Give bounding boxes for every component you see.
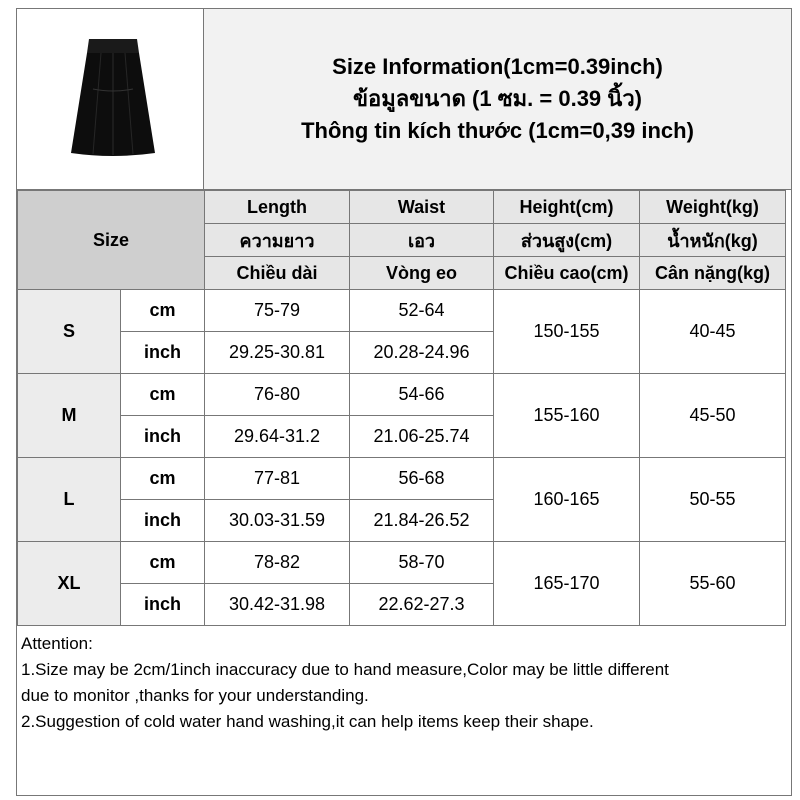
- unit-inch: inch: [121, 332, 205, 374]
- length-cm: 78-82: [205, 542, 350, 584]
- note-1-line-2: due to monitor ,thanks for your understanding.: [21, 686, 369, 705]
- length-cm: 75-79: [205, 290, 350, 332]
- col-height-vi: Chiều cao(cm): [494, 257, 640, 290]
- title-block: [204, 9, 791, 190]
- note-2: 2.Suggestion of cold water hand washing,it can help items keep their shape.: [21, 712, 594, 731]
- waist-cm: 52-64: [350, 290, 494, 332]
- size-table: [17, 190, 786, 626]
- length-inch: 29.25-30.81: [205, 332, 350, 374]
- notes-heading: Attention:: [21, 634, 93, 653]
- size-header: Size: [18, 191, 205, 290]
- table-row: [18, 542, 786, 584]
- waist-cm: 54-66: [350, 374, 494, 416]
- note-1-line-1: 1.Size may be 2cm/1inch inaccuracy due to hand measure,Color may be little different: [21, 660, 669, 679]
- waist-inch: 20.28-24.96: [350, 332, 494, 374]
- waist-inch: 22.62-27.3: [350, 584, 494, 626]
- height-range: 165-170: [494, 542, 640, 626]
- product-image: [17, 9, 204, 190]
- table-row: [18, 458, 786, 500]
- size-chart: [16, 8, 792, 796]
- skirt-image: [17, 9, 203, 189]
- col-height-en: Height(cm): [494, 191, 640, 224]
- size-label: M: [18, 374, 121, 458]
- waist-inch: 21.06-25.74: [350, 416, 494, 458]
- weight-range: 50-55: [640, 458, 786, 542]
- col-weight-vi: Cân nặng(kg): [640, 257, 786, 290]
- title-vietnamese: Thông tin kích thước (1cm=0,39 inch): [301, 118, 694, 143]
- height-range: 155-160: [494, 374, 640, 458]
- col-waist-th: เอว: [350, 224, 494, 257]
- length-inch: 29.64-31.2: [205, 416, 350, 458]
- height-range: 160-165: [494, 458, 640, 542]
- header-row: [17, 9, 791, 189]
- weight-range: 40-45: [640, 290, 786, 374]
- unit-cm: cm: [121, 542, 205, 584]
- header-row-english: [18, 191, 786, 224]
- weight-range: 55-60: [640, 542, 786, 626]
- col-length-th: ความยาว: [205, 224, 350, 257]
- title-english: Size Information(1cm=0.39inch): [332, 54, 663, 79]
- weight-range: 45-50: [640, 374, 786, 458]
- col-height-th: ส่วนสูง(cm): [494, 224, 640, 257]
- size-label: L: [18, 458, 121, 542]
- col-length-en: Length: [205, 191, 350, 224]
- waist-cm: 56-68: [350, 458, 494, 500]
- unit-cm: cm: [121, 374, 205, 416]
- waist-cm: 58-70: [350, 542, 494, 584]
- unit-inch: inch: [121, 500, 205, 542]
- col-weight-en: Weight(kg): [640, 191, 786, 224]
- size-label: XL: [18, 542, 121, 626]
- unit-cm: cm: [121, 458, 205, 500]
- attention-notes: [17, 629, 791, 737]
- waist-inch: 21.84-26.52: [350, 500, 494, 542]
- height-range: 150-155: [494, 290, 640, 374]
- title-thai: ข้อมูลขนาด (1 ซม. = 0.39 นิ้ว): [352, 86, 642, 111]
- length-inch: 30.42-31.98: [205, 584, 350, 626]
- unit-cm: cm: [121, 290, 205, 332]
- size-label: S: [18, 290, 121, 374]
- unit-inch: inch: [121, 416, 205, 458]
- length-cm: 77-81: [205, 458, 350, 500]
- col-waist-vi: Vòng eo: [350, 257, 494, 290]
- col-waist-en: Waist: [350, 191, 494, 224]
- col-weight-th: น้ำหนัก(kg): [640, 224, 786, 257]
- col-length-vi: Chiều dài: [205, 257, 350, 290]
- table-row: [18, 290, 786, 332]
- unit-inch: inch: [121, 584, 205, 626]
- length-cm: 76-80: [205, 374, 350, 416]
- length-inch: 30.03-31.59: [205, 500, 350, 542]
- table-row: [18, 374, 786, 416]
